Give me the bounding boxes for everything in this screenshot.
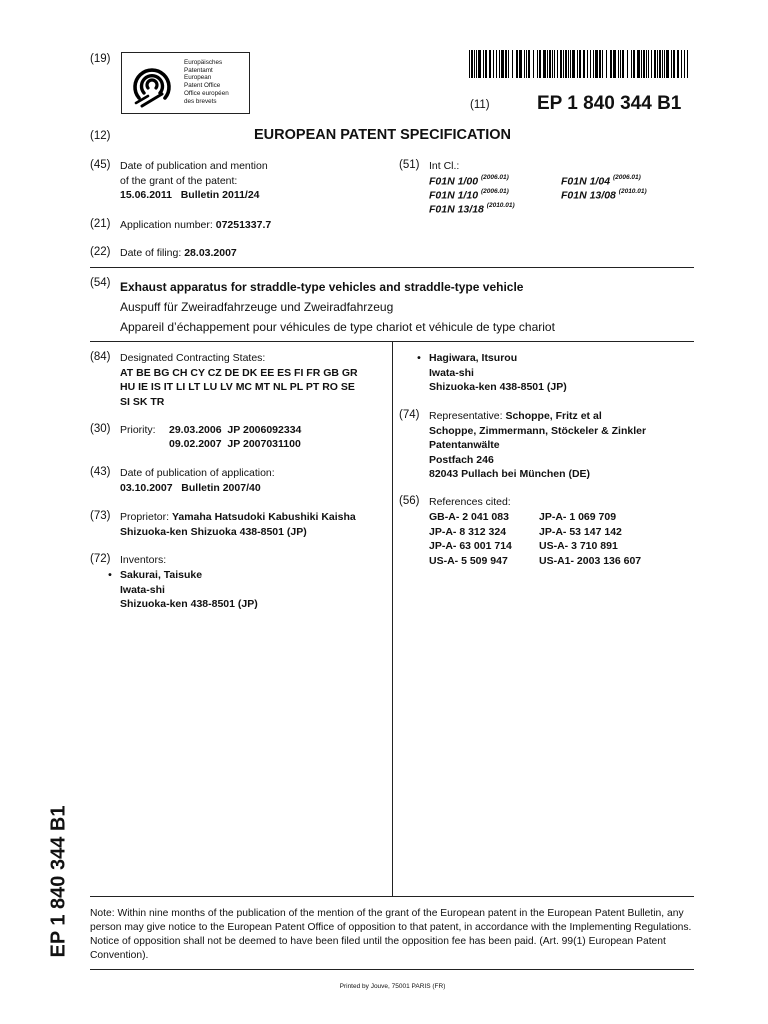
divider xyxy=(90,969,694,970)
int-cl-label: Int Cl.: xyxy=(429,160,460,172)
int-class: F01N 1/00 $^{(2006.01)}$ xyxy=(429,174,509,188)
code-21: (21) xyxy=(90,218,111,230)
office-names: Europäisches Patentamt European Patent Office Office européen des brevets xyxy=(184,59,229,105)
priority-label: Priority: xyxy=(120,424,156,436)
int-class: F01N 13/08 $^{(2010.01)}$ xyxy=(561,188,647,202)
representative: Representative: Schoppe, Fritz et al Schoppe, Zimmermann, Stöckeler & Zinkler Patentanwälte Postfach 246 82043 Pullach bei München (DE) xyxy=(429,410,647,480)
int-class: F01N 13/18 $^{(2010.01)}$ xyxy=(429,202,515,216)
code-19: (19) xyxy=(90,53,111,65)
column-divider xyxy=(392,342,393,896)
title-de: Auspuff für Zweiradfahrzeuge und Zweiradfahrzeug xyxy=(120,300,394,314)
code-56: (56) xyxy=(399,495,420,507)
int-class: F01N 1/04 $^{(2006.01)}$ xyxy=(561,174,641,188)
grant-date-field: Date of publication and mention of the grant of the patent: 15.06.2011 Bulletin 2011/24 xyxy=(120,160,268,201)
title-en: Exhaust apparatus for straddle-type vehicles and straddle-type vehicle xyxy=(120,280,524,294)
code-51: (51) xyxy=(399,159,420,171)
opposition-note: Note: Within nine months of the publication of the mention of the grant of the European patent in the European Patent Bulletin, any person may give notice to the European Patent Office of opposition to that patent, in accordance with the Implementing Regulations. Notice of opposition shall not be deemed to have been filed until the opposition fee has been paid. (Art. 99(1) European Patent Convention). xyxy=(90,908,692,961)
filing-date: Date of filing: 28.03.2007 xyxy=(120,247,237,259)
application-number: Application number: 07251337.7 xyxy=(120,219,272,231)
inventor-entry: • Hagiwara, Itsurou Iwata-shi Shizuoka-ken 438-8501 (JP) xyxy=(417,352,567,393)
code-43: (43) xyxy=(90,466,111,478)
divider xyxy=(90,267,694,268)
barcode xyxy=(469,50,693,78)
inventors-label: Inventors: xyxy=(120,554,167,566)
divider xyxy=(90,896,694,897)
epo-logo-icon xyxy=(124,54,182,112)
publication-number: EP 1 840 344 B1 xyxy=(537,93,682,114)
invention-titles xyxy=(120,277,555,337)
title-fr: Appareil d’échappement pour véhicules de type chariot et véhicule de type chariot xyxy=(120,320,555,334)
code-74: (74) xyxy=(399,409,420,421)
printer-footer: Printed by Jouve, 75001 PARIS (FR) xyxy=(339,983,446,990)
references-label: References cited: xyxy=(429,496,511,508)
code-45: (45) xyxy=(90,159,111,171)
document-title: EUROPEAN PATENT SPECIFICATION xyxy=(254,127,511,143)
inventor-entry: • Sakurai, Taisuke Iwata-shi Shizuoka-ken 438-8501 (JP) xyxy=(108,569,258,610)
references-col-1: GB-A- 2 041 083 JP-A- 8 312 324 JP-A- 63 001 714 US-A- 5 509 947 xyxy=(429,511,512,567)
application-publication: Date of publication of application: 03.10.2007 Bulletin 2007/40 xyxy=(120,467,275,494)
proprietor: Proprietor: Yamaha Hatsudoki Kabushiki Kaisha Shizuoka-ken Shizuoka 438-8501 (JP) xyxy=(120,511,356,538)
code-54: (54) xyxy=(90,277,111,289)
code-84: (84) xyxy=(90,351,111,363)
code-73: (73) xyxy=(90,510,111,522)
code-22: (22) xyxy=(90,246,111,258)
code-12: (12) xyxy=(90,130,111,142)
priority-row: 09.02.2007 JP 2007031100 xyxy=(169,438,301,450)
code-30: (30) xyxy=(90,423,111,435)
references-col-2: JP-A- 1 069 709 JP-A- 53 147 142 US-A- 3 710 891 US-A1- 2003 136 607 xyxy=(539,511,642,567)
int-class: F01N 1/10 $^{(2006.01)}$ xyxy=(429,188,509,202)
side-publication-number: EP 1 840 344 B1 xyxy=(47,805,70,958)
designated-states: Designated Contracting States: AT BE BG CH CY CZ DE DK EE ES FI FR GB GR HU IE IS IT LI LT LU LV MC MT NL PL PT RO SE SI SK TR xyxy=(120,352,358,408)
code-11: (11) xyxy=(470,99,490,111)
epo-logo-box xyxy=(121,52,250,114)
priority-row: 29.03.2006 JP 2006092334 xyxy=(169,424,302,436)
code-72: (72) xyxy=(90,553,111,565)
